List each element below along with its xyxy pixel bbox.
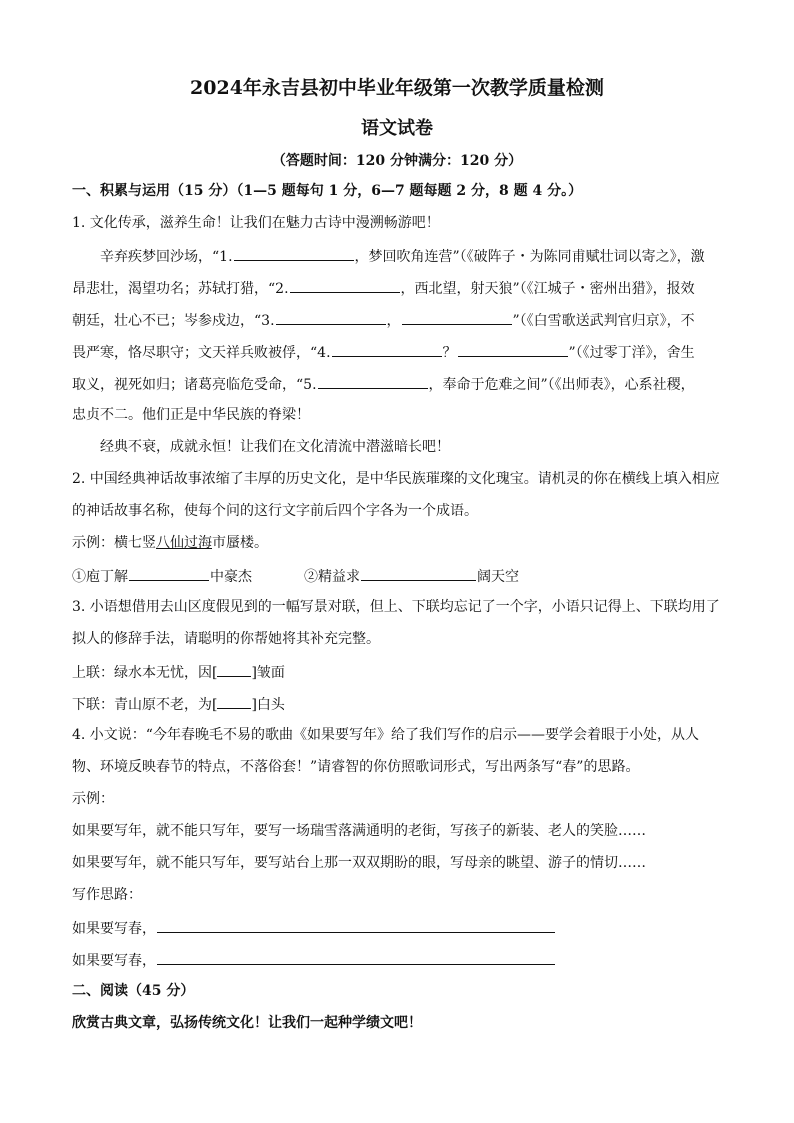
q2-line1: 2. 中国经典神话故事浓缩了丰厚的历史文化，是中华民族璀璨的文化瑰宝。请机灵的你在横线上填入相应 (72, 471, 720, 487)
q2-items (72, 566, 519, 586)
q1-line2 (72, 278, 695, 298)
answer-blank-3b[interactable] (402, 310, 512, 325)
q1-line4-c: ”（《过零丁洋》，舍生 (568, 345, 695, 361)
exam-info: （答题时间：120 分钟满分：120 分） (271, 153, 523, 169)
q1-intro: 1. 文化传承，滋养生命！让我们在魅力古诗中漫溯畅游吧！ (72, 215, 440, 231)
q1-line1 (100, 246, 705, 266)
q1-line2-a: 昂悲壮，渴望功名；苏轼打猎，“2. (72, 281, 289, 297)
exam-title: 2024年永吉县初中毕业年级第一次教学质量检测 (190, 77, 604, 99)
answer-blank-q2-1[interactable] (129, 566, 209, 581)
answer-blank-4b[interactable] (458, 342, 568, 357)
q2-example (72, 534, 268, 552)
q3-upper (72, 662, 285, 682)
q1-line1-a: 辛弃疾梦回沙场，“1. (100, 249, 233, 265)
answer-line-1[interactable] (157, 918, 555, 933)
q4-line2: 物、环境反映春节的特点，不落俗套！”请睿智的你仿照歌词形式，写出两条写“春”的思路。 (72, 759, 640, 775)
q4-example-label: 示例： (72, 791, 114, 807)
section1-heading: 一、积累与运用（15 分）（1—5 题每句 1 分，6—7 题每题 2 分，8 题 4 分。） (72, 183, 583, 199)
answer-blank-q2-2[interactable] (361, 566, 476, 581)
q2-example-prefix: 示例：横七竖 (72, 535, 156, 551)
q2-item1-b: 中豪杰 (210, 569, 252, 585)
q1-line2-b: ，西北望，射天狼”（《江城子・密州出猎》，报效 (400, 281, 695, 297)
q1-line5-b: ，奉命于危难之间”（《出师表》，心系社稷， (428, 377, 695, 393)
answer-blank-upper[interactable] (217, 662, 251, 677)
q2-item2-b: 阔天空 (477, 569, 519, 585)
q2-item1-a: ①庖丁解 (72, 569, 128, 585)
q4-example-2: 如果要写年，就不能只写年，要写站台上那一双双期盼的眼，写母亲的眺望、游子的情切…… (72, 855, 646, 871)
answer-blank-4a[interactable] (332, 342, 442, 357)
section2-heading: 二、阅读（45 分） (72, 983, 195, 999)
q3-upper-a: 上联：绿水本无忧，因[ (72, 665, 218, 681)
answer-blank-1[interactable] (234, 246, 354, 261)
q3-lower-a: 下联：青山原不老，为[ (72, 697, 218, 713)
q3-lower (72, 694, 285, 714)
q1-line3 (72, 310, 695, 330)
q4-answer-2-label: 如果要写春， (72, 953, 156, 969)
answer-blank-5[interactable] (318, 374, 428, 389)
answer-blank-3a[interactable] (276, 310, 386, 325)
q3-upper-b: ]皱面 (251, 665, 285, 681)
q1-line1-b: ，梦回吹角连营”（《破阵子・为陈同甫赋壮词以寄之》，激 (354, 249, 705, 265)
q2-line2: 的神话故事名称，使每个问的这行文字前后四个字各为一个成语。 (72, 503, 478, 519)
q1-line3-b: ， (386, 313, 401, 329)
q3-lower-b: ]白头 (251, 697, 285, 713)
q1-line3-a: 朝廷，壮心不已；岑参戍边，“3. (72, 313, 275, 329)
q2-item2-a: ②精益求 (304, 569, 360, 585)
answer-line-2[interactable] (157, 950, 555, 965)
q1-line4 (72, 342, 695, 362)
q3-line2: 拟人的修辞手法，请聪明的你帮她将其补充完整。 (72, 631, 380, 647)
q1-line5-a: 取义，视死如归；诸葛亮临危受命，“5. (72, 377, 317, 393)
q1-line5 (72, 374, 695, 394)
exam-subtitle: 语文试卷 (361, 118, 433, 139)
section2-intro: 欣赏古典文章，弘扬传统文化！让我们一起种学绩文吧！ (72, 1015, 422, 1031)
q4-answer-1-label: 如果要写春， (72, 921, 156, 937)
q2-example-suffix: 市蜃楼。 (212, 535, 268, 551)
q3-line1: 3. 小语想借用去山区度假见到的一幅写景对联，但上、下联均忘记了一个字，小语只记得上、下联均用了 (72, 599, 720, 615)
q4-prompt: 写作思路： (72, 887, 142, 903)
q1-line7: 经典不衰，成就永恒！让我们在文化清流中潜滋暗长吧！ (100, 439, 450, 455)
q2-example-underlined: 八仙过海 (156, 535, 212, 551)
q4-line1: 4. 小文说：“今年春晚毛不易的歌曲《如果要写年》给了我们写作的启示——要学会着眼于小处，从人 (72, 727, 699, 743)
answer-blank-2[interactable] (290, 278, 400, 293)
q1-line4-b: ？ (442, 345, 457, 361)
q4-example-1: 如果要写年，就不能只写年，要写一场瑞雪落满通明的老街，写孩子的新装、老人的笑脸…… (72, 823, 646, 839)
q1-line3-c: ”（《白雪歌送武判官归京》，不 (512, 313, 695, 329)
answer-blank-lower[interactable] (217, 694, 251, 709)
q1-line4-a: 畏严寒，恪尽职守；文天祥兵败被俘，“4. (72, 345, 331, 361)
q1-line6: 忠贞不二。他们正是中华民族的脊梁！ (72, 407, 310, 423)
q4-answer-1 (72, 918, 556, 938)
q4-answer-2 (72, 950, 556, 970)
